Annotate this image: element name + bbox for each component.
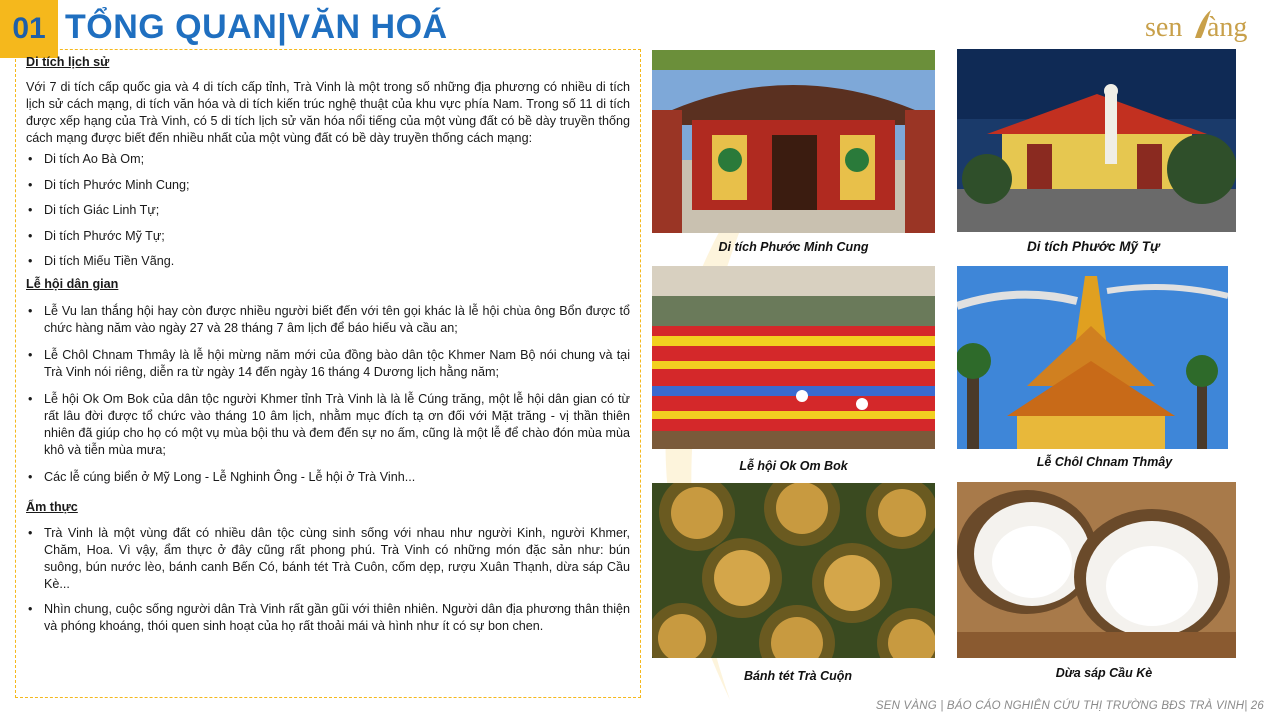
section-number-badge: 01 <box>0 0 58 58</box>
list-item: • Di tích Phước Minh Cung; <box>26 177 630 194</box>
sen-vang-logo-icon <box>1145 6 1270 46</box>
pagoda-statue-photo <box>957 49 1236 232</box>
list-item: • Di tích Miếu Tiền Vãng. <box>26 253 630 270</box>
list-item: • Di tích Ao Bà Om; <box>26 151 630 168</box>
list-item: • Lễ Chôl Chnam Thmây là lễ hội mừng năm mới của đồng bào dân tộc Khmer Nam Bộ nói chung và tại Trà Vinh nói riêng, diễn ra từ ngày 14 đến ngày 16 tháng 4 Dương lịch hằng năm; <box>26 347 630 381</box>
photo-caption: Dừa sáp Cầu Kè <box>1055 666 1153 680</box>
list-item: • Trà Vinh là một vùng đất có nhiều dân tộc cùng sinh sống với nhau như người Kinh, người Khmer, Chăm, Hoa. Vì vậy, ẩm thực ở đây cũng rất phong phú. Trà Vinh có những món đặc sản như: bún suông, bún nước lèo, bánh canh Bến Có, bánh tét Trà Cuôn, cốm dẹp, rượu Xuân Thạnh, dừa sáp Cầu Kè... <box>26 525 630 593</box>
cuisine-heading: Ẩm thực <box>26 500 78 514</box>
photo-caption: Bánh tét Trà Cuộn <box>743 669 853 683</box>
festival-list <box>26 303 630 486</box>
brand-logo <box>1145 6 1270 46</box>
coconut-photo <box>957 482 1236 658</box>
historic-heading: Di tích lịch sử <box>26 55 110 69</box>
svg-text:sen: sen <box>1145 12 1183 43</box>
photo-caption: Di tích Phước Mỹ Tự <box>1027 239 1160 254</box>
list-item: • Lễ Vu lan thắng hội hay còn được nhiều người biết đến với tên gọi khác là lễ hội chùa ông Bổn được tổ chức hàng năm vào ngày 27 và 28 tháng 7 âm lịch để báo hiếu và cầu an; <box>26 303 630 337</box>
page-title: TỔNG QUAN|VĂN HOÁ <box>65 8 448 46</box>
rice-cake-photo <box>652 483 935 658</box>
svg-text:àng: àng <box>1207 12 1248 43</box>
text-panel <box>15 49 641 698</box>
photo-caption: Di tích Phước Minh Cung <box>718 240 869 254</box>
historic-list <box>26 151 630 270</box>
boat-race-photo <box>652 266 935 449</box>
list-item: • Lễ hội Ok Om Bok của dân tộc người Khmer tỉnh Trà Vinh là là lễ Cúng trăng, một lễ hội dân gian có từ rất lâu đời được tổ chức vào tháng 10 âm lịch, nhằm mục đích tạ ơn đối với Mặt trăng - vị thần thiên nhiên đã giúp cho họ có một vụ mùa bội thu và đem đến sự no ấm, cũng là một lễ để chào đón mùa mùa khô và tiễn mùa mưa; <box>26 391 630 459</box>
festival-heading: Lễ hội dân gian <box>26 277 119 291</box>
khmer-pagoda-photo <box>957 266 1228 449</box>
historic-intro: Với 7 di tích cấp quốc gia và 4 di tích cấp tỉnh, Trà Vinh là một trong số những địa phương có nhiều di tích lịch sử cách mạng, di tích văn hóa và di tích kiến trúc nghệ thuật của khu vực phía Nam. Trong số 11 di tích được xếp hạng của Trà Vinh, có 5 di tích lịch sử văn hóa nổi tiếng của một vùng đất có bề dày truyền thống cách mạng được biết đến nhiều nhất của một vùng đất có bề dày truyền thống cách mạng: <box>26 80 630 145</box>
photo-caption: Lễ Chôl Chnam Thmây <box>1036 455 1173 469</box>
page-footer: SEN VÀNG | BÁO CÁO NGHIÊN CỨU THỊ TRƯỜNG BĐS TRÀ VINH| 26 <box>875 700 1264 712</box>
list-item: • Di tích Giác Linh Tự; <box>26 202 630 219</box>
cuisine-list <box>26 525 630 635</box>
list-item: • Nhìn chung, cuộc sống người dân Trà Vinh rất gần gũi với thiên nhiên. Người dân địa phương thân thiện và phóng khoáng, thói quen sinh hoạt của họ rất thoải mái và hình như ít có sự bon chen. <box>26 601 630 635</box>
temple-gate-photo <box>652 50 935 233</box>
list-item: • Di tích Phước Mỹ Tự; <box>26 228 630 245</box>
photo-caption: Lễ hội Ok Om Bok <box>739 459 848 473</box>
list-item: • Các lễ cúng biển ở Mỹ Long - Lễ Nghinh Ông - Lễ hội ở Trà Vinh... <box>26 469 630 486</box>
